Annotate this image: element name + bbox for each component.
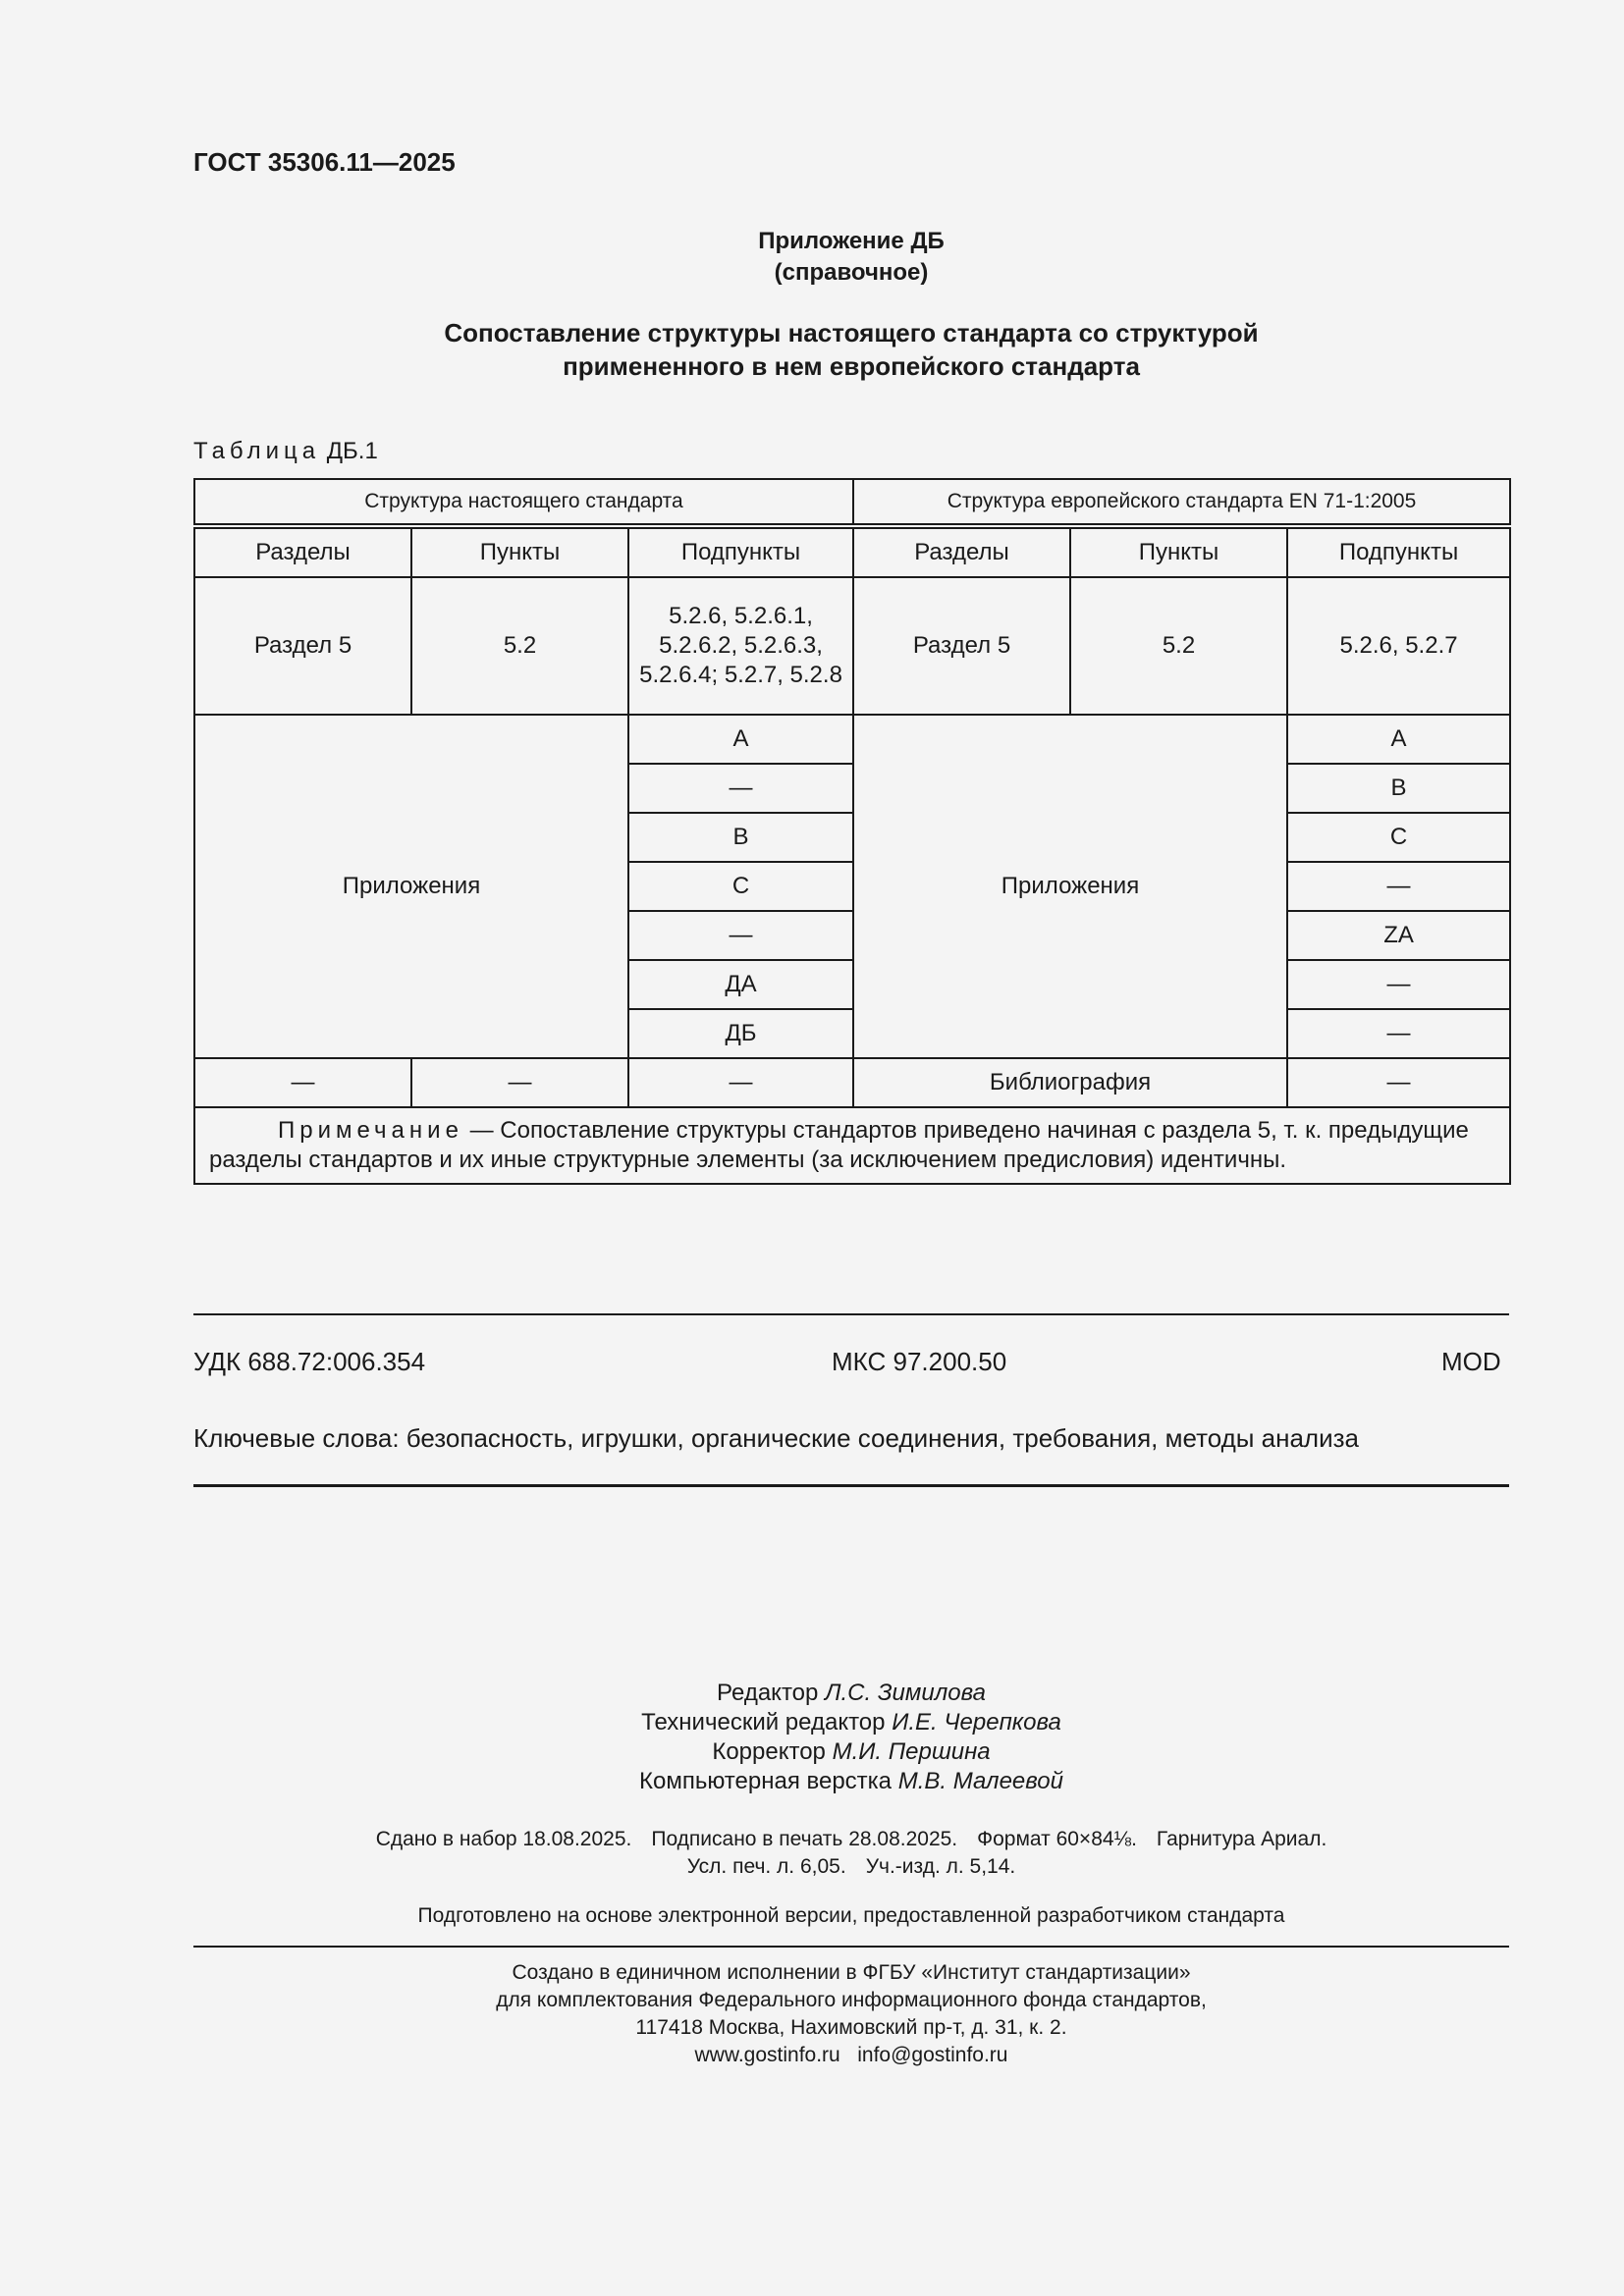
table-cell: — [628,1058,853,1107]
table-cell: 5.2 [1070,577,1287,715]
divider-footer [193,1946,1509,1948]
table-cell: 5.2.6, 5.2.6.1, 5.2.6.2, 5.2.6.3, 5.2.6.4; 5.2.7, 5.2.8 [628,577,853,715]
table-cell: Библиография [853,1058,1287,1107]
table-label [193,438,378,465]
keywords: Ключевые слова: безопасность, игрушки, органические соединения, требования, методы анализа [193,1423,1360,1453]
table-cell: — [1287,1009,1510,1058]
col-header: Подпункты [1287,526,1510,577]
table-cell: — [628,764,853,813]
prepared-note: Подготовлено на основе электронной версии, предоставленной разработчиком стандарта [417,1904,1285,1927]
table-cell: — [411,1058,628,1107]
table-cell: 5.2.6, 5.2.7 [1287,577,1510,715]
annex-label-right: Приложения [853,715,1287,1058]
col-header: Подпункты [628,526,853,577]
credit-tech-editor: Технический редактор И.Е. Черепкова [641,1709,1061,1735]
note-label: Примечание [278,1117,463,1144]
note-text: — Сопоставление структуры стандартов приведено начиная с раздела 5, т. к. предыдущие разделы стандартов и их иные структурные элементы (за исключением предисловия) идентичны. [209,1117,1469,1173]
table-row [194,715,1510,764]
table-cell: — [1287,862,1510,911]
table-cell: Раздел 5 [194,577,411,715]
credit-corrector: Корректор М.И. Першина [712,1738,991,1765]
col-header: Пункты [411,526,628,577]
table-row [194,1058,1510,1107]
footer-line3: 117418 Москва, Нахимовский пр-т, д. 31, к. 2. [635,2016,1067,2039]
table-cell: ДА [628,960,853,1009]
email-link: info@gostinfo.ru [857,2044,1008,2066]
col-header: Пункты [1070,526,1287,577]
table-column-header-row [194,526,1510,577]
publisher-footer [0,1959,1624,2069]
table-row [194,577,1510,715]
table-cell: B [1287,764,1510,813]
group-header-left: Структура настоящего стандарта [194,479,853,526]
table-cell: — [1287,1058,1510,1107]
document-code: ГОСТ 35306.11—2025 [193,147,456,177]
table-label-number: ДБ.1 [326,438,378,464]
table-label-prefix: Таблица [193,438,321,464]
annex-heading-line2: примененного в нем европейского стандарта [563,351,1140,381]
annex-type: (справочное) [774,259,929,286]
table-note [194,1107,1510,1184]
annex-heading-line1: Сопоставление структуры настоящего стандарта со структурой [444,318,1259,347]
col-header: Разделы [853,526,1070,577]
col-header: Разделы [194,526,411,577]
comparison-table [193,478,1511,1185]
mks-code: МКС 97.200.50 [832,1347,1007,1376]
divider-top [193,1313,1509,1315]
print-info-line2: Усл. печ. л. 6,05. Уч.-изд. л. 5,14. [686,1855,1016,1878]
table-cell: — [194,1058,411,1107]
footer-line1: Создано в единичном исполнении в ФГБУ «Институт стандартизации» [512,1961,1191,1984]
print-info-line1: Сдано в набор 18.08.2025. Подписано в печать 28.08.2025. Формат 60×84⅛. Гарнитура Ариал. [375,1828,1327,1850]
group-header-right: Структура европейского стандарта EN 71-1:2005 [853,479,1510,526]
table-note-row [194,1107,1510,1184]
annex-title: Приложение ДБ [758,228,945,254]
credits-block [0,1679,1624,1796]
table-cell: A [1287,715,1510,764]
credit-layout: Компьютерная верстка М.В. Малеевой [639,1768,1063,1794]
website-link: www.gostinfo.ru [694,2044,840,2066]
footer-line2: для комплектования Федерального информационного фонда стандартов, [496,1989,1207,2011]
table-cell: B [628,813,853,862]
table-cell: C [1287,813,1510,862]
table-cell: — [1287,960,1510,1009]
annex-heading [0,316,1624,383]
print-info [0,1826,1624,1881]
table-cell: A [628,715,853,764]
credit-editor: Редактор Л.С. Зимилова [717,1680,986,1706]
divider-bottom [193,1484,1509,1487]
mod-label: MOD [1441,1347,1501,1376]
annex-title-block [0,226,1624,289]
table-cell: C [628,862,853,911]
footer-contacts [0,2042,1624,2069]
table-cell: — [628,911,853,960]
annex-label-left: Приложения [194,715,628,1058]
table-cell: ДБ [628,1009,853,1058]
table-cell: 5.2 [411,577,628,715]
table-group-header-row [194,479,1510,526]
table-cell: ZA [1287,911,1510,960]
udk-code: УДК 688.72:006.354 [193,1347,426,1376]
table-cell: Раздел 5 [853,577,1070,715]
